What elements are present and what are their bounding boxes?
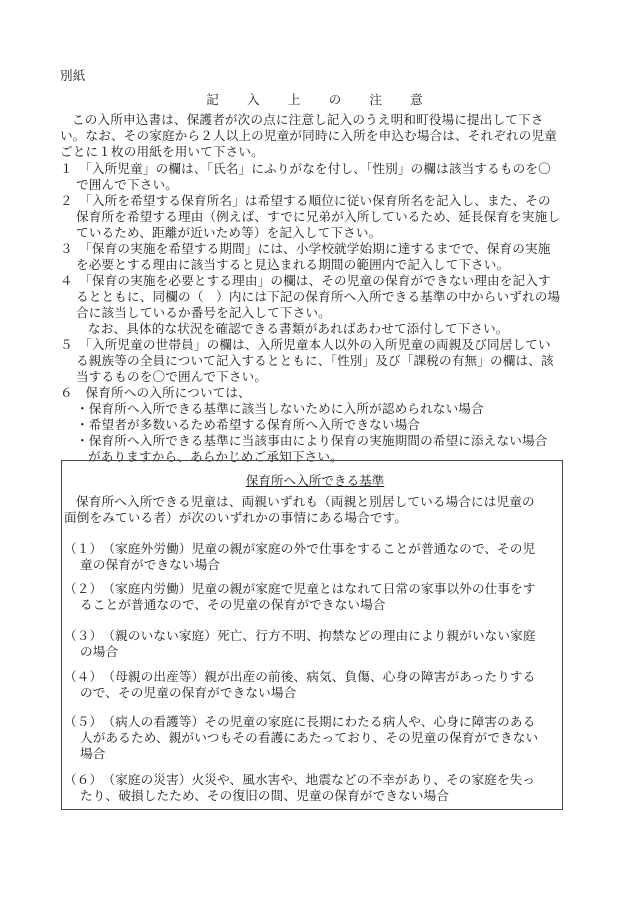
criteria-item-line: 場合 [80,746,106,761]
note-line: １ 「入所児童」の欄は、「氏名」にふりがなを付し、「性別」の欄は該当するものを〇 [60,161,551,176]
criteria-item-line: ので、その児童の保育ができない場合 [80,685,297,700]
criteria-item-line: 童の保育ができない場合 [80,557,221,572]
note-line: ・保育所へ入所できる基準に該当しないために入所が認められない場合 [76,401,484,416]
note-line: ・保育所へ入所できる基準に当該事由により保育の実施期間の希望に添えない場合 [76,433,548,448]
note-line: なお、具体的な状況を確認できる書類があればあわせて添付して下さい。 [88,321,509,336]
note-line: がありますから、あらかじめご承知下さい。 [88,449,343,464]
criteria-intro-line: 面倒をみている者）が次のいずれかの事情にある場合です。 [64,510,408,525]
intro-line: この入所申込書は、保護者が次の点に注意し記入のうえ明和町役場に提出して下さ [72,112,544,127]
note-line: るとともに、同欄の（ ）内には下記の保育所へ入所できる基準の中からいずれの場 [76,289,561,304]
note-line: ４ 「保育の実施を必要とする理由」の欄は、その児童の保育ができない理由を記入す [60,273,551,288]
criteria-item-line: （２） （家庭内労働）児童の親が家庭で児童とはなれて日常の家事以外の仕事をす [64,581,536,596]
criteria-item-line: 人があるため、親がいつもその看護にあたっており、その児童の保育ができない [80,730,539,745]
criteria-item-line: （６） （家庭の災害）火災や、風水害や、地震などの不幸があり、その家庭を失っ [64,772,536,787]
attachment-label: 別紙 [60,68,86,83]
note-line: ６ 保育所への入所については、 [60,385,251,400]
intro-line: い。なお、その家庭から２人以上の児童が同時に入所を申込む場合は、それぞれの児童 [60,128,558,143]
note-line: ５ 「入所児童の世帯員」の欄は、入所児童本人以外の入所児童の両親及び同居してい [60,337,551,352]
note-line: 保育所を希望する理由（例えば、すでに兄弟が入所しているため、延長保育を実施し [76,209,561,224]
note-line: ３ 「保育の実施を希望する期間」には、小学校就学始期に達するまでで、保育の実施 [60,241,551,256]
criteria-item-line: の場合 [80,644,119,659]
criteria-item-line: ることが普通なので、その児童の保育ができない場合 [80,597,386,612]
criteria-item-line: たり、破損したため、その復旧の間、児童の保育ができない場合 [80,788,450,803]
criteria-item-line: （１） （家庭外労働）児童の親が家庭の外で仕事をすることが普通なので、その児 [64,541,536,556]
note-line: を必要とする理由に該当すると見込まれる期間の範囲内で記入して下さい。 [76,257,510,272]
note-line: ２ 「入所を希望する保育所名」は希望する順位に従い保育所名を記入し、また、その [60,193,551,208]
note-line: る親族等の全員について記入するとともに、「性別」及び「課税の有無」の欄は、該 [76,353,554,368]
intro-line: ごとに１枚の用紙を用いて下さい。 [60,144,264,159]
document-title: 記 入 上 の 注 意 [206,92,424,107]
criteria-item-line: （４） （母親の出産等）親が出産の前後、病気、負傷、心身の障害があったりする [64,669,536,684]
note-line: で囲んで下さい。 [76,177,178,192]
criteria-item-line: （５） （病人の看護等）その児童の家庭に長期にわたる病人や、心身に障害のある [64,714,536,729]
criteria-intro-line: 保育所へ入所できる児童は、両親いずれも（両親と別居している場合には児童の [76,494,535,509]
note-line: 当するものを〇で囲んで下さい。 [76,369,268,384]
note-line: 合に該当しているか番号を記入して下さい。 [76,305,331,320]
note-line: ・希望者が多数いるため希望する保育所へ入所できない場合 [76,417,421,432]
criteria-item-line: （３） （親のいない家庭）死亡、行方不明、拘禁などの理由により親がいない家庭 [64,628,536,643]
note-line: ているため、距離が近いため等）を記入して下さい。 [76,225,382,240]
criteria-title: 保育所へ入所できる基準 [245,473,385,488]
